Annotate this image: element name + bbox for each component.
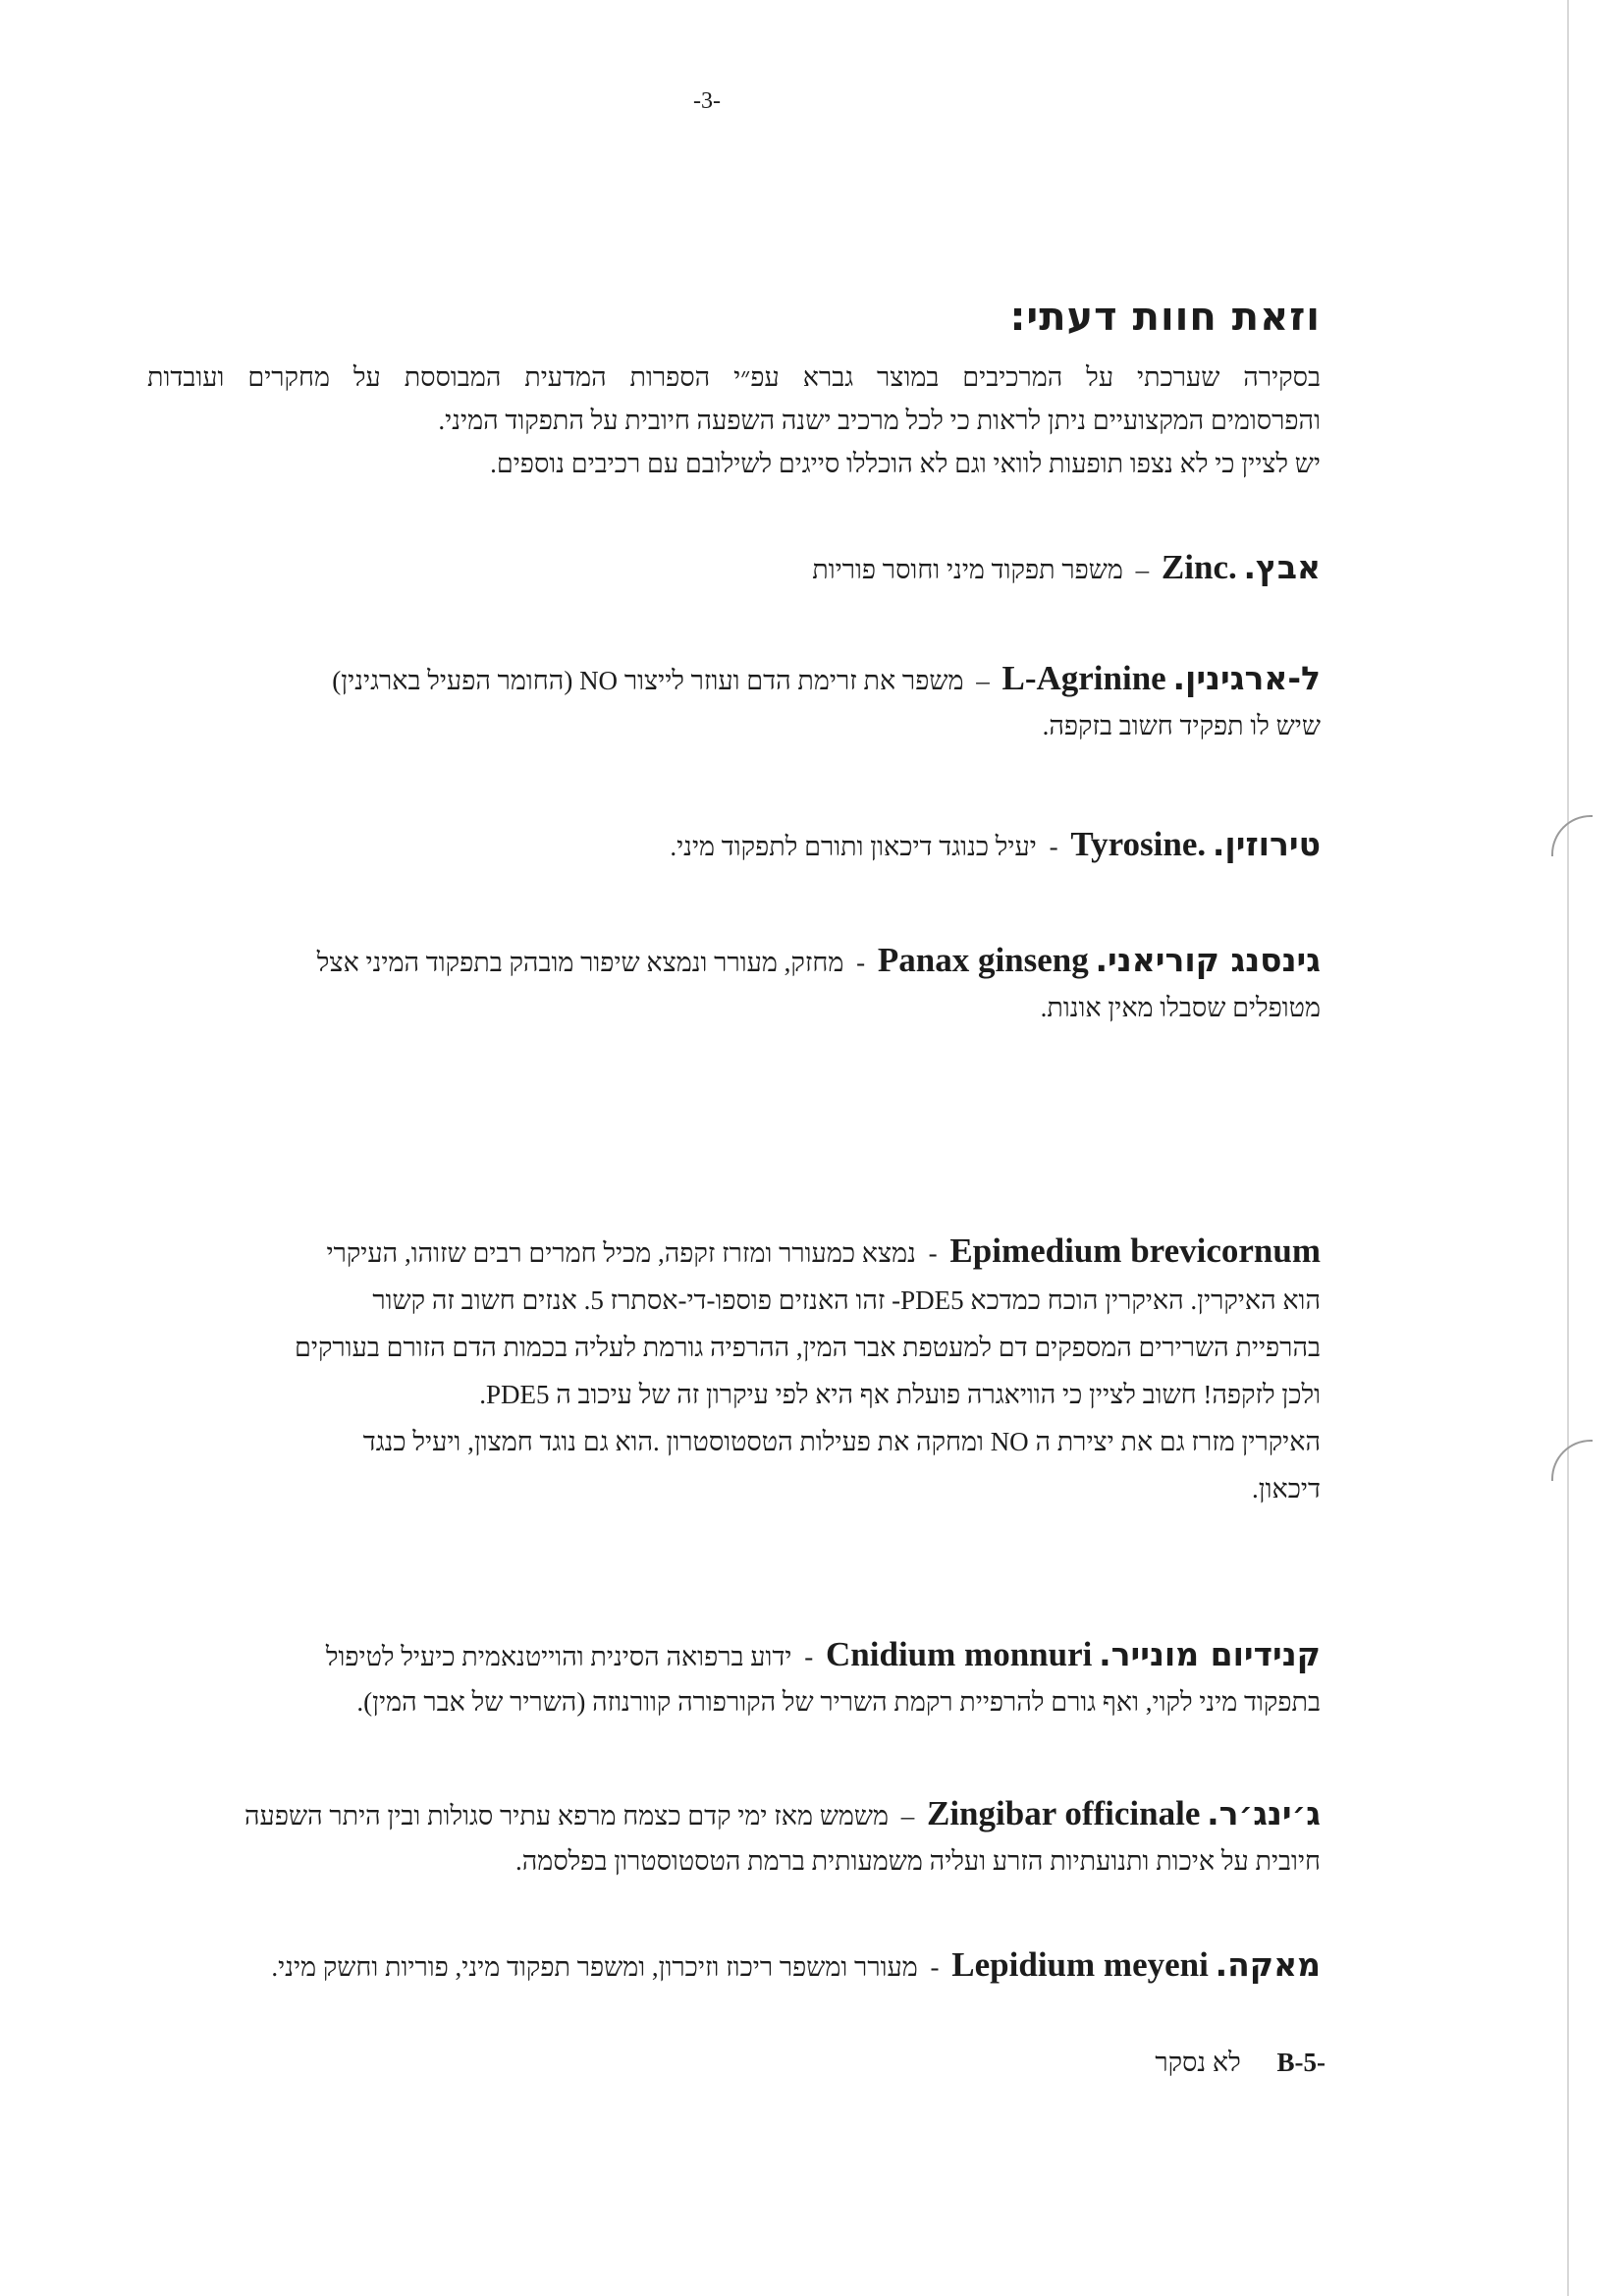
ingredient-hebrew-name: קנידיום מונייר. — [1099, 1635, 1321, 1673]
ingredient-entry — [147, 822, 1321, 869]
ingredient-line — [147, 1632, 1321, 1679]
ingredient-description: משפר תפקוד מיני וחוסר פוריות — [812, 555, 1123, 584]
ingredient-latin-name: Tyrosine. — [1070, 825, 1207, 863]
ingredient-hebrew-name: מאקה. — [1215, 1945, 1321, 1984]
separator-dash: – — [1135, 555, 1150, 584]
ingredient-latin-name: Lepidium meyeni — [951, 1945, 1209, 1984]
ingredient-description-continued: שיש לו תפקיד חשוב בזקפה. — [1042, 711, 1321, 740]
intro-line: בסקירה שערכתי על המרכיבים במוצר גברא עפ״י הספרות המדעית המבוססת על מחקרים ועובדות — [147, 362, 1321, 392]
ingredient-description: משפר את זרימת הדם ועוזר לייצור NO (החומר הפעיל בארגינין) — [332, 666, 964, 695]
ingredient-description-continued: הוא האיקרין. האיקרין הוכח כמדכא PDE5- זהו האנזים פוספו-די-אסתרז 5. אנזים חשוב זה קשור — [372, 1285, 1321, 1315]
ingredient-entry — [147, 545, 1321, 592]
scan-edge-line — [1567, 0, 1569, 2296]
ingredient-hebrew-name: גינסנג קוריאני. — [1095, 941, 1321, 979]
ingredient-description: ידוע ברפואה הסינית והוייטנאמית כיעיל לטיפול — [325, 1642, 792, 1671]
footer-status: לא נסקר — [1155, 2048, 1241, 2077]
page-number: -3- — [693, 88, 721, 114]
ingredient-line — [147, 822, 1321, 869]
ingredient-latin-name: Zingibar officinale — [926, 1794, 1201, 1832]
intro-line: והפרסומים המקצועיים ניתן לראות כי לכל מרכיב ישנה השפעה חיובית על התפקוד המיני. — [438, 406, 1321, 435]
ingredient-entry — [147, 656, 1321, 748]
section-heading: וזאת חוות דעתי: — [1009, 295, 1321, 340]
ingredient-entry — [147, 1228, 1321, 1512]
ingredient-line — [147, 545, 1321, 592]
footer-item-code: B-5- — [1276, 2048, 1325, 2077]
ingredient-entry — [147, 1942, 1321, 1990]
separator-dash: - — [804, 1642, 814, 1671]
ingredient-hebrew-name: טירוזין. — [1212, 825, 1321, 863]
ingredient-latin-name: Epimedium brevicornum — [949, 1231, 1321, 1270]
intro-paragraph — [147, 355, 1321, 485]
ingredient-description: משמש מאז ימי קדם כצמח מרפא עתיר סגולות ובין היתר השפעה — [244, 1801, 889, 1831]
separator-dash: - — [930, 1952, 940, 1982]
ingredient-description-continued: ולכן לזקפה! חשוב לציין כי הוויאגרה פועלת אף היא לפי עיקרון זה של עיכוב ה PDE5. — [479, 1380, 1321, 1409]
punch-hole-mark — [1551, 815, 1593, 856]
ingredient-latin-name: L-Agrinine — [1001, 659, 1166, 697]
ingredient-description-continued: מטופלים שסבלו מאין אונות. — [1040, 993, 1321, 1022]
ingredient-hebrew-name: ג׳ינג׳ר. — [1207, 1794, 1321, 1832]
intro-line: יש לציין כי לא נצפו תופעות לוואי וגם לא הוכללו סייגים לשילובם עם רכיבים נוספים. — [490, 449, 1321, 478]
punch-hole-mark — [1551, 1440, 1593, 1481]
separator-dash: - — [856, 948, 866, 977]
separator-dash: - — [1049, 832, 1058, 861]
ingredient-description-continued: חיובית על איכות ותנועתיות הזרע ועליה משמעותית ברמת הטסטוסטרון בפלסמה. — [515, 1846, 1321, 1876]
ingredient-description: נמצא כמעורר ומזרז זקפה, מכיל חמרים רבים שזוהו, העיקרי — [326, 1238, 916, 1268]
separator-dash: – — [900, 1801, 915, 1831]
ingredient-entry — [147, 1632, 1321, 1724]
ingredient-description: יעיל כנוגד דיכאון ותורם לתפקוד מיני. — [670, 832, 1037, 861]
ingredient-line — [147, 656, 1321, 703]
ingredient-description-continued: האיקרין מזרז גם את יצירת ה NO ומחקה את פעילות הטסטוסטרון .הוא גם נוגד חמצון, ויעיל כנגד — [362, 1427, 1321, 1456]
ingredient-line — [147, 1228, 1321, 1277]
ingredient-description-continued: בהרפיית השרירים המספקים דם למעטפת אבר המין, ההרפיה גורמת לעליה בכמות הדם הזורם בעורקים — [295, 1333, 1321, 1362]
ingredient-hebrew-name: ל-ארגינין. — [1172, 659, 1321, 697]
ingredient-hebrew-name: אבץ. — [1243, 548, 1321, 586]
separator-dash: – — [976, 666, 990, 695]
ingredient-latin-name: Zinc. — [1161, 548, 1237, 586]
ingredient-entry — [147, 938, 1321, 1030]
ingredient-latin-name: Cnidium monnuri — [826, 1635, 1093, 1673]
separator-dash: - — [928, 1238, 938, 1268]
ingredient-description: מחזק, מעורר ונמצא שיפור מובהק בתפקוד המיני אצל — [316, 948, 844, 977]
ingredient-latin-name: Panax ginseng — [877, 941, 1089, 979]
ingredient-description: מעורר ומשפר ריכוז וזיכרון, ומשפר תפקוד מיני, פוריות וחשק מיני. — [271, 1952, 918, 1982]
ingredient-line — [147, 1791, 1321, 1838]
ingredient-description-continued: דיכאון. — [1251, 1474, 1321, 1503]
ingredient-line — [147, 1942, 1321, 1990]
footer-note — [1100, 2048, 1325, 2078]
ingredient-description-continued: בתפקוד מיני לקוי, ואף גורם להרפיית רקמת השריר של הקורפורה קוורנוזה (השריר של אבר המין). — [356, 1687, 1321, 1717]
ingredient-entry — [147, 1791, 1321, 1884]
ingredient-line — [147, 938, 1321, 985]
